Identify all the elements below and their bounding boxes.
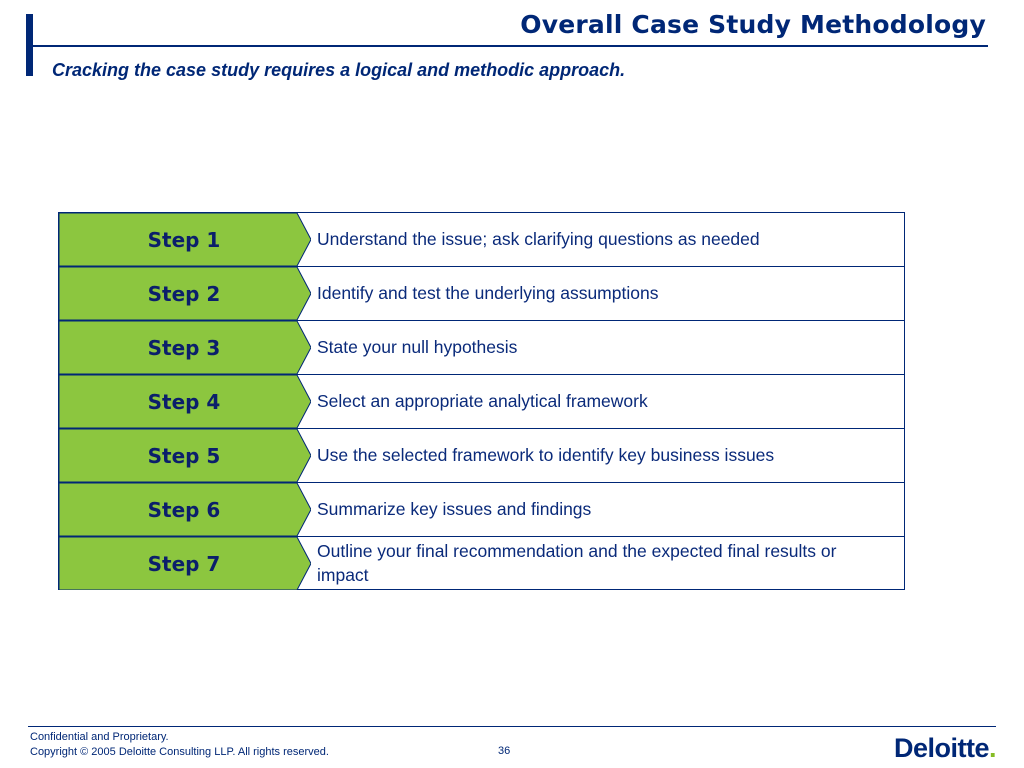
step-row: [59, 267, 904, 321]
deloitte-logo: [894, 733, 996, 764]
footer-legal: [30, 730, 329, 760]
step-row: [59, 375, 904, 429]
page-title: Overall Case Study Methodology: [520, 10, 986, 39]
step-row: [59, 429, 904, 483]
logo-dot: .: [988, 733, 996, 763]
step-description: Outline your final recommendation and the expected final results or impact: [317, 540, 837, 585]
title-accent-bar: [26, 14, 33, 76]
step-description: Identify and test the underlying assumptions: [317, 282, 659, 303]
page-subtitle: Cracking the case study requires a logical and methodic approach.: [52, 60, 626, 80]
step-description: Use the selected framework to identify key business issues: [317, 444, 775, 465]
step-label: Step 5: [147, 443, 221, 468]
step-row: [59, 537, 904, 591]
step-label: Step 3: [147, 335, 221, 360]
confidential-notice: Confidential and Proprietary.: [30, 731, 169, 743]
step-description: Summarize key issues and findings: [317, 498, 592, 519]
step-label: Step 4: [147, 389, 221, 414]
step-label: Step 7: [147, 551, 221, 576]
step-label: Step 1: [147, 227, 221, 252]
step-row: [59, 213, 904, 267]
page-number: 36: [498, 745, 511, 757]
step-label: Step 2: [147, 281, 221, 306]
step-description: State your null hypothesis: [317, 336, 518, 357]
title-divider: [33, 45, 988, 47]
step-description: Understand the issue; ask clarifying questions as needed: [317, 228, 760, 249]
copyright-notice: Copyright © 2005 Deloitte Consulting LLP. All rights reserved.: [30, 746, 329, 758]
step-row: [59, 321, 904, 375]
step-description: Select an appropriate analytical framework: [317, 390, 648, 411]
steps-table: [58, 212, 905, 590]
logo-wordmark: Deloitte: [893, 733, 989, 763]
step-row: [59, 483, 904, 537]
step-label: Step 6: [147, 497, 221, 522]
footer-divider: [28, 726, 996, 727]
